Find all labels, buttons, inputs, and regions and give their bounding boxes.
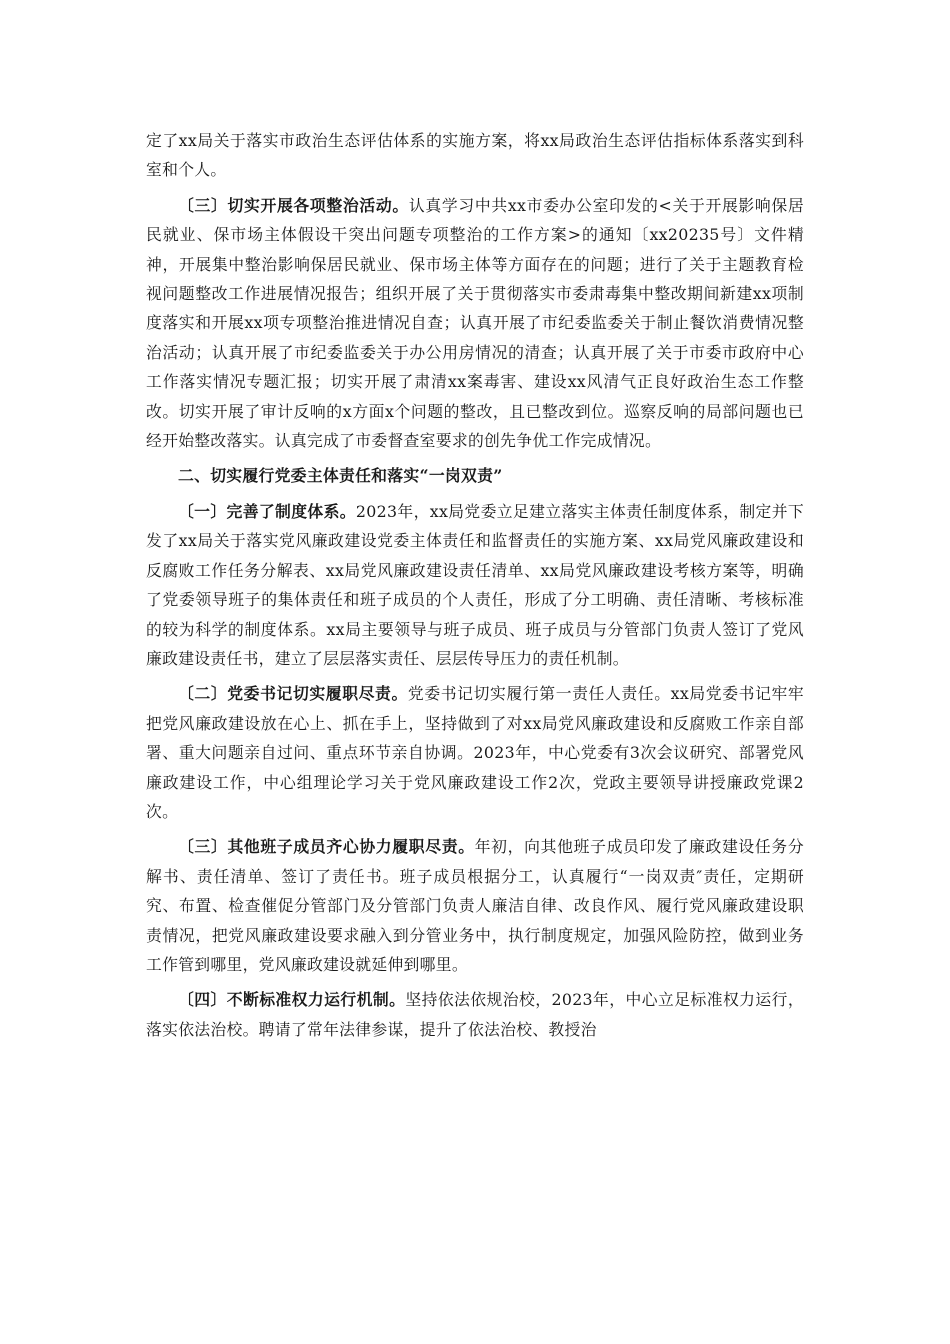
- paragraph-continuation: [146, 126, 804, 185]
- paragraph-body: 年初，向其他班子成员印发了廉政建设任务分解书、责任清单、签订了责任书。班子成员根据分工，认真履行“一岗双责″责任，定期研究、布置、检查催促分管部门及分管部门负责人廉洁自律、改良作风、履行党风廉政建设职责情况，把党风廉政建设要求融入到分管业务中，执行制度规定，加强风险防控，做到业务工作管到哪里，党风廉政建设就延伸到哪里。: [146, 837, 804, 974]
- paragraph-body: 2023年，xx局党委立足建立落实主体责任制度体系，制定并下发了xx局关于落实党风廉政建设党委主体责任和监督责任的实施方案、xx局党风廉政建设和反腐败工作任务分解表、xx局党风廉政建设责任清单、xx局党风廉政建设考核方案等，明确了党委领导班子的集体责任和班子成员的个人责任，形成了分工明确、责任清晰、考核标准的较为科学的制度体系。xx局主要领导与班子成员、班子成员与分管部门负责人签订了党风廉政建设责任书，建立了层层落实责任、层层传导压力的责任机制。: [146, 501, 804, 668]
- paragraph-system-improvement: [146, 497, 804, 673]
- document-body: [146, 126, 804, 1050]
- paragraph-body: 认真学习中共xx市委办公室印发的<关于开展影响保居民就业、保市场主体假设干突出问题专项整治的工作方案>的通知〔xx20235号〕文件精神，开展集中整治影响保居民就业、保市场主体等方面存在的问题；进行了关于主题教育检视问题整改工作进展情况报告；组织开展了关于贯彻落实市委肃毒集中整改期间新建xx项制度落实和开展xx项专项整治推进情况自查；认真开展了市纪委监委关于制止餐饮消费情况整治活动；认真开展了市纪委监委关于办公用房情况的清查；认真开展了关于市委市政府中心工作落实情况专题汇报；切实开展了肃清xx案毒害、建设xx风清气正良好政治生态工作整改。切实开展了审计反响的x方面x个问题的整改，且已整改到位。巡察反响的局部问题也已经开始整改落实。认真完成了市委督查室要求的创先争优工作完成情况。: [146, 195, 805, 451]
- paragraph-party-secretary: [146, 679, 804, 826]
- paragraph-lead: 〔一〕完善了制度体系。: [178, 501, 356, 521]
- paragraph-power-operation: [146, 985, 804, 1044]
- section-heading: 二、切实履行党委主体责任和落实“一岗双责”: [178, 466, 503, 486]
- paragraph-lead: 〔三〕切实开展各项整治活动。: [178, 195, 409, 215]
- paragraph-body: 坚持依法依规治校，2023年，中心立足标准权力运行，落实依法治校。聘请了常年法律参谋，提升了依法治校、教授治: [146, 990, 804, 1039]
- paragraph-team-members: [146, 832, 804, 979]
- paragraph-lead: 〔二〕党委书记切实履职尽责。: [178, 684, 408, 704]
- paragraph-body: 党委书记切实履行第一责任人责任。xx局党委书记牢牢把党风廉政建设放在心上、抓在手上，坚持做到了对xx局党风廉政建设和反腐败工作亲自部署、重大问题亲自过问、重点环节亲自协调。2023年，中心党委有3次会议研究、部署党风廉政建设工作，中心组理论学习关于党风廉政建设工作2次，党政主要领导讲授廉政党课2次。: [146, 684, 805, 821]
- paragraph-lead: 〔三〕其他班子成员齐心协力履职尽责。: [178, 837, 475, 857]
- paragraph-body: 定了xx局关于落实市政治生态评估体系的实施方案，将xx局政治生态评估指标体系落实到科室和个人。: [146, 131, 804, 180]
- paragraph-rectification-activities: [146, 191, 804, 456]
- paragraph-lead: 〔四〕不断标准权力运行机制。: [178, 990, 406, 1010]
